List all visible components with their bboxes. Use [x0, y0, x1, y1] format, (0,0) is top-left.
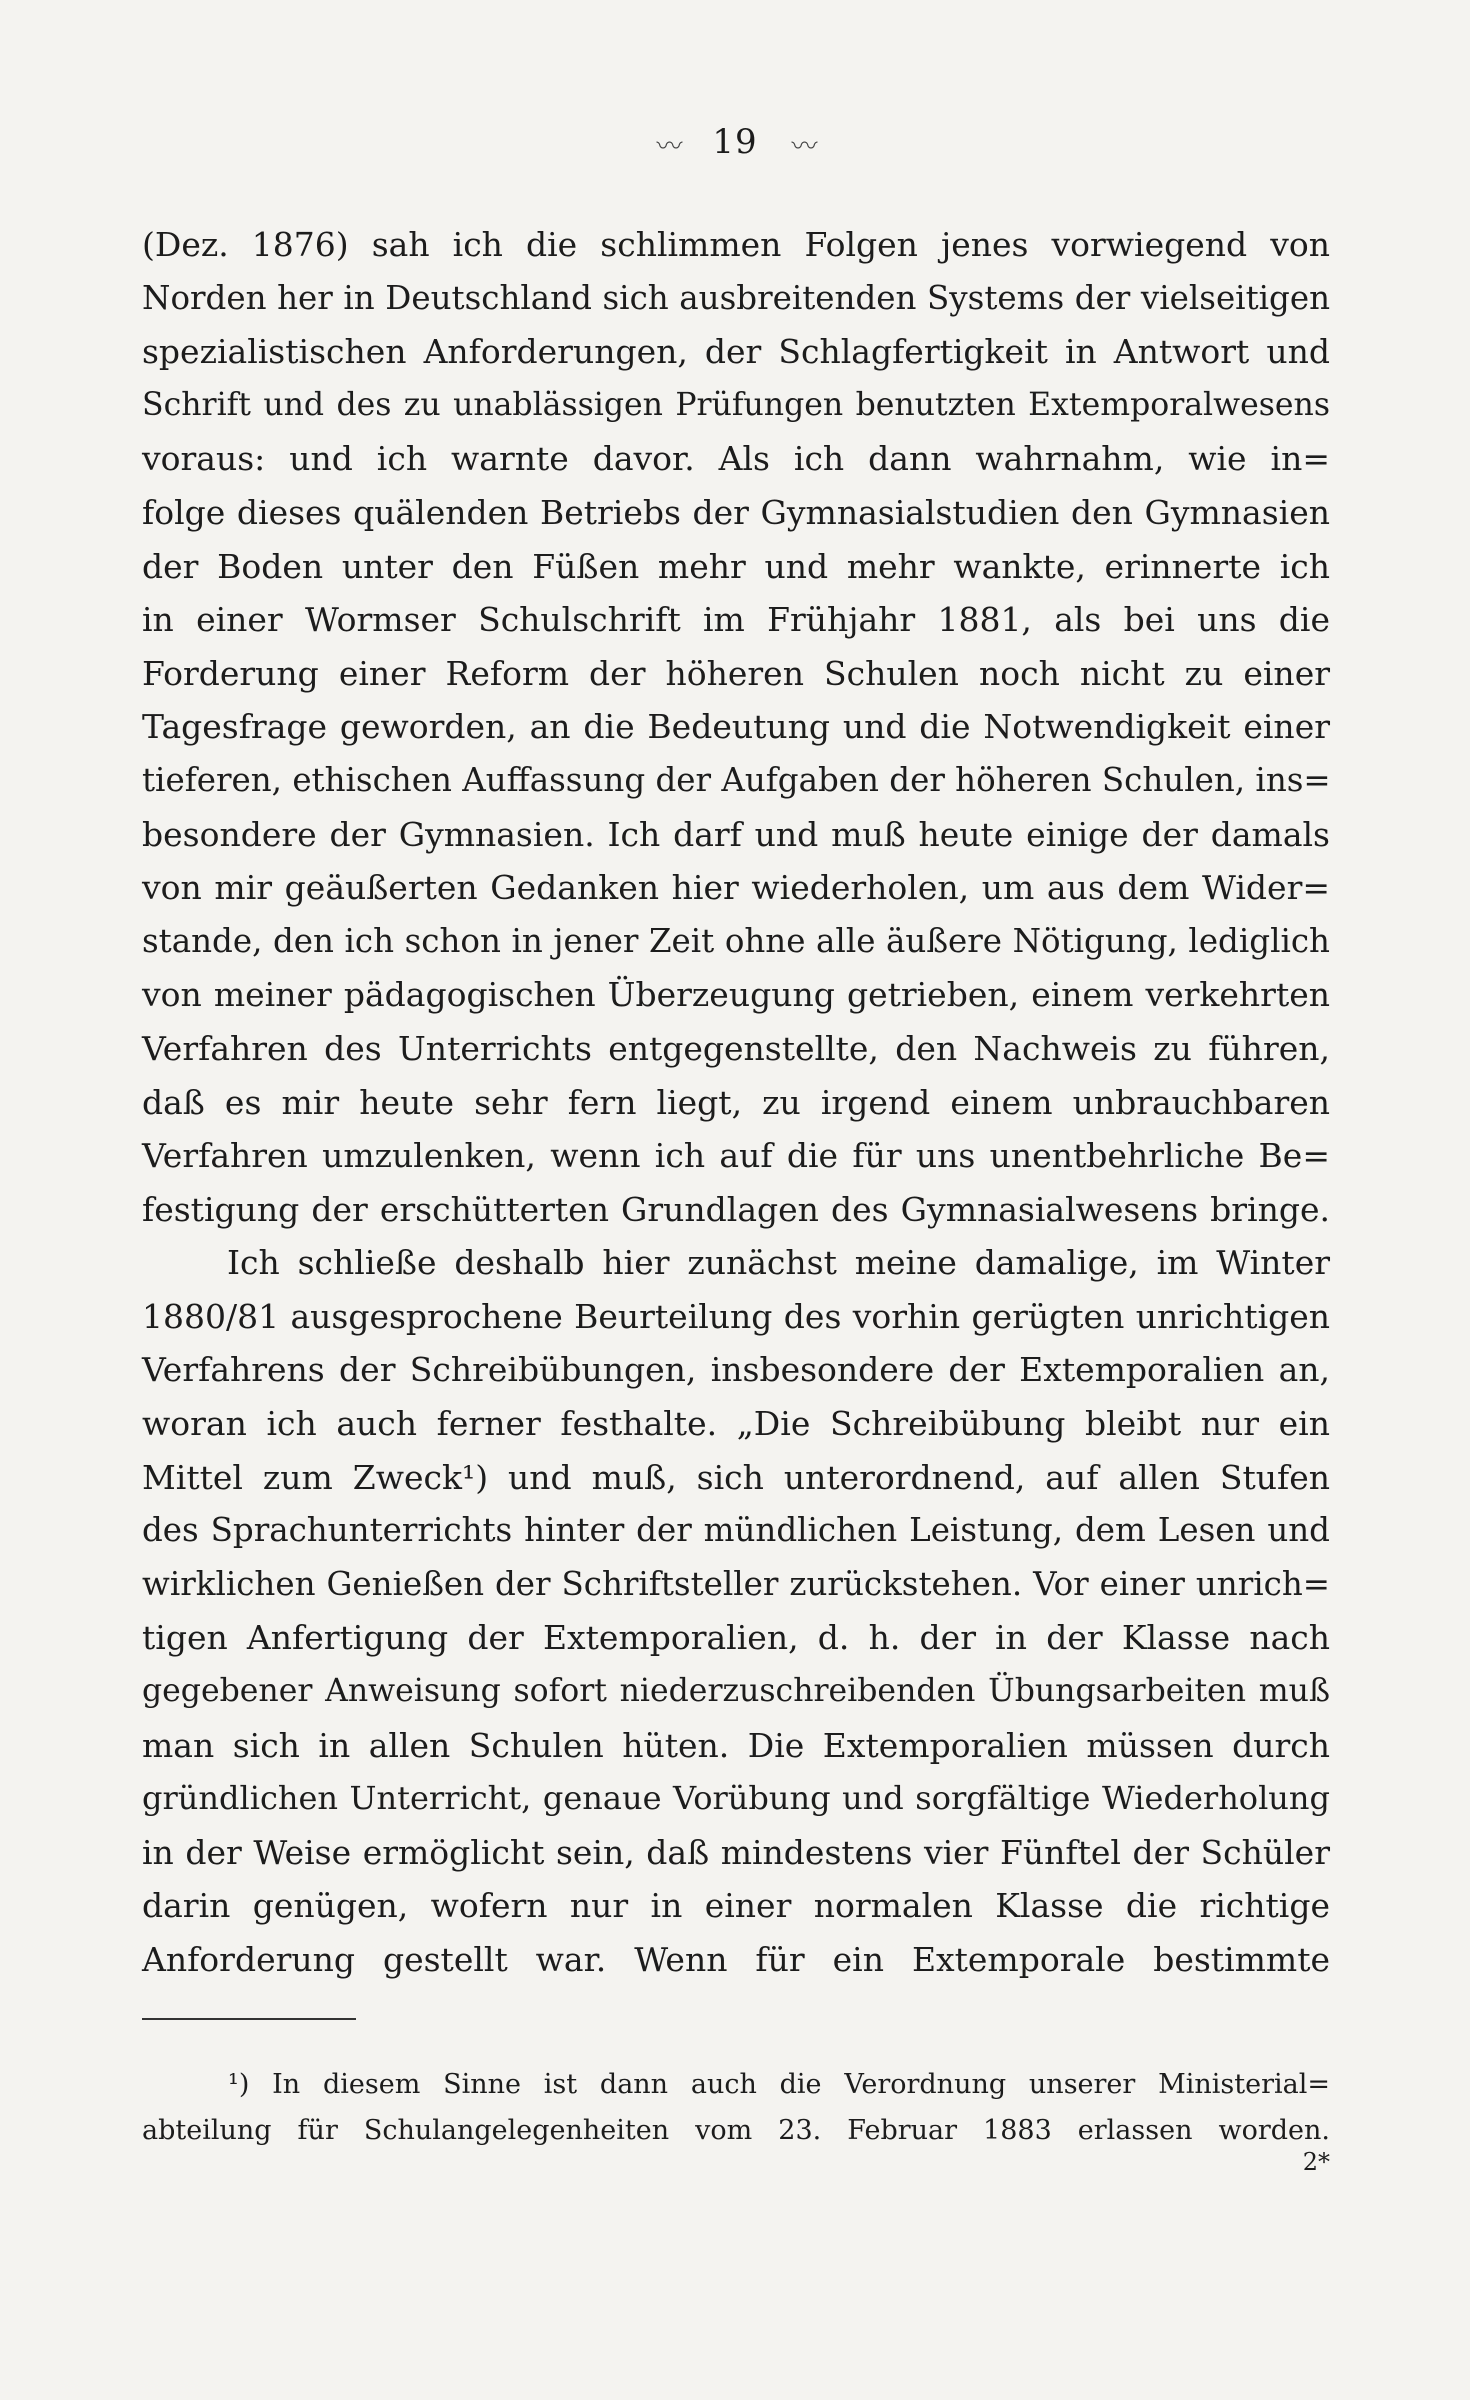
text-line: festigung der erschütterten Grundlagen des Gymnasialwesens bringe.	[142, 1189, 1330, 1229]
text-line: in einer Wormser Schulschrift im Frühjahr 1881, als bei uns die	[142, 600, 1330, 640]
text-line: 1880/81 ausgesprochene Beurteilung des vorhin gerügten unrichtigen	[142, 1296, 1330, 1336]
text-line: tigen Anfertigung der Extemporalien, d. h. der in der Klasse nach	[142, 1618, 1330, 1658]
text-line: spezialistischen Anforderungen, der Schlagfertigkeit in Antwort und	[142, 332, 1330, 372]
text-line: Verfahren umzulenken, wenn ich auf die für uns unentbehrliche Be=	[142, 1136, 1330, 1176]
text-line: von meiner pädagogischen Überzeugung getrieben, einem verkehrten	[142, 975, 1330, 1015]
text-line: Forderung einer Reform der höheren Schulen noch nicht zu einer	[142, 653, 1330, 693]
text-line: wirklichen Genießen der Schriftsteller zurückstehen. Vor einer unrich=	[142, 1564, 1330, 1603]
text-line: voraus: und ich warnte davor. Als ich dann wahrnahm, wie in=	[142, 439, 1330, 479]
page-header	[0, 122, 1470, 163]
text-line: darin genügen, wofern nur in einer normalen Klasse die richtige	[142, 1886, 1330, 1926]
footnotes	[142, 2062, 1330, 2154]
ornament-left: 〰	[656, 131, 679, 162]
text-line: besondere der Gymnasien. Ich darf und muß heute einige der damals	[142, 814, 1330, 854]
footnote-line: ¹) In diesem Sinne ist dann auch die Verordnung unserer Ministerial=	[228, 2069, 1330, 2100]
text-line: daß es mir heute sehr fern liegt, zu irgend einem unbrauchbaren	[142, 1082, 1330, 1122]
text-line: der Boden unter den Füßen mehr und mehr wankte, erinnerte ich	[142, 546, 1330, 586]
text-line: Norden her in Deutschland sich ausbreitenden Systems der vielseitigen	[142, 278, 1330, 317]
text-line: Schrift und des zu unablässigen Prüfungen benutzten Extemporalwesens	[142, 386, 1330, 423]
text-line: tieferen, ethischen Auffassung der Aufgaben der höheren Schulen, ins=	[142, 760, 1331, 799]
text-line: man sich in allen Schulen hüten. Die Extemporalien müssen durch	[142, 1725, 1330, 1765]
text-line: in der Weise ermöglicht sein, daß mindestens vier Fünftel der Schüler	[142, 1832, 1330, 1872]
text-line: woran ich auch ferner festhalte. „Die Schreibübung bleibt nur ein	[142, 1404, 1330, 1444]
text-line: Verfahrens der Schreibübungen, insbesondere der Extemporalien an,	[142, 1350, 1330, 1390]
text-line: Tagesfrage geworden, an die Bedeutung und die Notwendigkeit einer	[142, 707, 1330, 747]
footnote-line: abteilung für Schulangelegenheiten vom 23. Februar 1883 erlassen worden.	[142, 2115, 1330, 2146]
page-number: 19	[712, 122, 758, 162]
text-line: Anforderung gestellt war. Wenn für ein Extemporale bestimmte	[142, 1940, 1330, 1979]
text-line: gründlichen Unterricht, genaue Vorübung und sorgfältige Wiederholung	[142, 1779, 1330, 1818]
text-line: Mittel zum Zweck¹) und muß, sich unterordnend, auf allen Stufen	[142, 1457, 1330, 1497]
text-line: gegebener Anweisung sofort niederzuschreibenden Übungsarbeiten muß	[142, 1673, 1330, 1710]
text-line: von mir geäußerten Gedanken hier wiederholen, um aus dem Wider=	[142, 868, 1330, 908]
printer-signature-mark: 2*	[1302, 2148, 1330, 2176]
footnote-divider	[142, 2018, 356, 2020]
text-line: Ich schließe deshalb hier zunächst meine damalige, im Winter	[227, 1243, 1330, 1283]
body-text	[142, 218, 1330, 1987]
text-line: Verfahren des Unterrichts entgegenstellte, den Nachweis zu führen,	[142, 1028, 1330, 1068]
text-line: folge dieses quälenden Betriebs der Gymnasialstudien den Gymnasien	[142, 492, 1330, 532]
ornament-right: 〰	[791, 131, 814, 162]
text-line: (Dez. 1876) sah ich die schlimmen Folgen jenes vorwiegend von	[142, 225, 1330, 264]
text-line: stande, den ich schon in jener Zeit ohne alle äußere Nötigung, lediglich	[142, 921, 1330, 960]
text-line: des Sprachunterrichts hinter der mündlichen Leistung, dem Lesen und	[142, 1511, 1330, 1550]
